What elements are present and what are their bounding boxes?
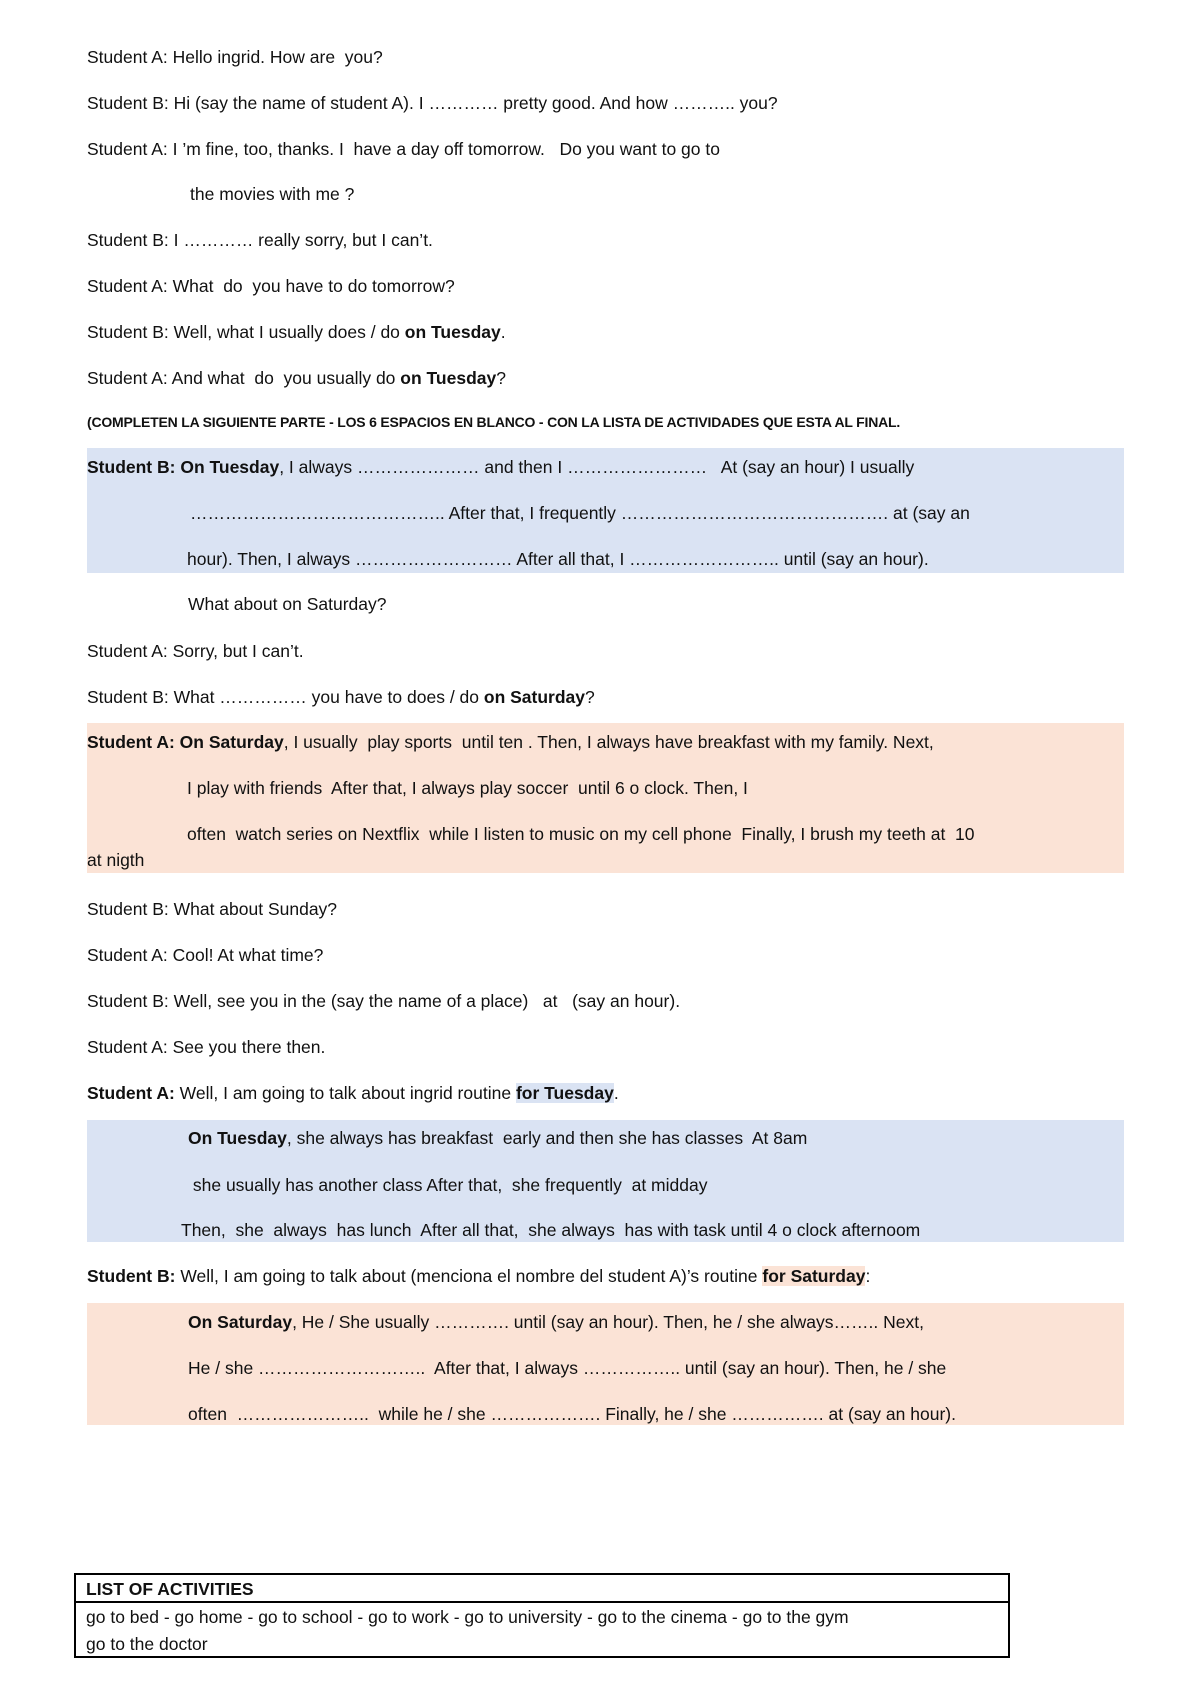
dialogue-line: Student A: What do you have to do tomorrow? [87, 276, 455, 296]
saturday-template-line: He / she ……………………….. After that, I always …………….. until (say an hour). Then, he / she [188, 1358, 947, 1378]
tuesday-report-line: Then, she always has lunch After all that, she always has with task until 4 o clock afternoom [181, 1220, 921, 1240]
saturday-answer-line: I play with friends After that, I always play soccer until 6 o clock. Then, I [187, 778, 748, 798]
saturday-answer-line: at nigth [87, 850, 145, 870]
tuesday-report-line: she usually has another class After that, she frequently at midday [188, 1175, 708, 1195]
dialogue-line: Student A: And what do you usually do on Tuesday? [87, 368, 506, 388]
dialogue-line: the movies with me ? [190, 184, 355, 204]
activities-line: go to bed - go home - go to school - go to work - go to university - go to the cinema - go to the gym [86, 1607, 849, 1627]
report-a-line: Student A: Well, I am going to talk about ingrid routine for Tuesday. [87, 1083, 619, 1103]
dialogue-line: Student B: What about Sunday? [87, 899, 338, 919]
activities-line: go to the doctor [86, 1634, 208, 1654]
activities-title: LIST OF ACTIVITIES [76, 1575, 1008, 1603]
saturday-answer-line: often watch series on Nextflix while I listen to music on my cell phone Finally, I brush my teeth at 10 [187, 824, 975, 844]
dialogue-line: Student A: See you there then. [87, 1037, 326, 1057]
dialogue-line: Student A: Cool! At what time? [87, 945, 324, 965]
dialogue-line: Student A: Hello ingrid. How are you? [87, 47, 383, 67]
dialogue-line: Student B: What …………… you have to does / do on Saturday? [87, 687, 595, 707]
dialogue-line: Student B: Well, what I usually does / do on Tuesday. [87, 322, 506, 342]
dialogue-line: What about on Saturday? [188, 594, 387, 614]
instruction: (COMPLETEN LA SIGUIENTE PARTE - LOS 6 ESPACIOS EN BLANCO - CON LA LISTA DE ACTIVIDADES QUE ESTA AL FINAL. [87, 414, 901, 430]
saturday-template-line: On Saturday, He / She usually …………. until (say an hour). Then, he / she always…….. Next, [188, 1312, 924, 1332]
dialogue-line: Student A: Sorry, but I can’t. [87, 641, 304, 661]
tuesday-template-line: hour). Then, I always ……………………… After all that, I …………………….. until (say an hour). [187, 549, 929, 569]
dialogue-line: Student B: Well, see you in the (say the name of a place) at (say an hour). [87, 991, 681, 1011]
dialogue-line: Student B: I ………… really sorry, but I can’t. [87, 230, 433, 250]
dialogue-line: Student A: I ’m fine, too, thanks. I have a day off tomorrow. Do you want to go to [87, 139, 720, 159]
tuesday-template-line: Student B: On Tuesday, I always ………………… and then I …………………… At (say an hour) I usually [87, 457, 915, 477]
activities-box [74, 1573, 1010, 1658]
saturday-answer-line: Student A: On Saturday, I usually play sports until ten . Then, I always have breakfast with my family. Next, [87, 732, 934, 752]
saturday-template-line: often ………………….. while he / she ………………. Finally, he / she ……………. at (say an hour). [188, 1404, 956, 1424]
tuesday-report-line: On Tuesday, she always has breakfast early and then she has classes At 8am [188, 1128, 808, 1148]
dialogue-line: Student B: Hi (say the name of student A). I ………… pretty good. And how ……….. you? [87, 93, 778, 113]
tuesday-template-line: …………………………………….. After that, I frequently ………………………………………. at (say an [190, 503, 970, 523]
activities-list [76, 1603, 1008, 1659]
report-b-line: Student B: Well, I am going to talk about (menciona el nombre del student A)’s routine for Saturday: [87, 1266, 871, 1286]
